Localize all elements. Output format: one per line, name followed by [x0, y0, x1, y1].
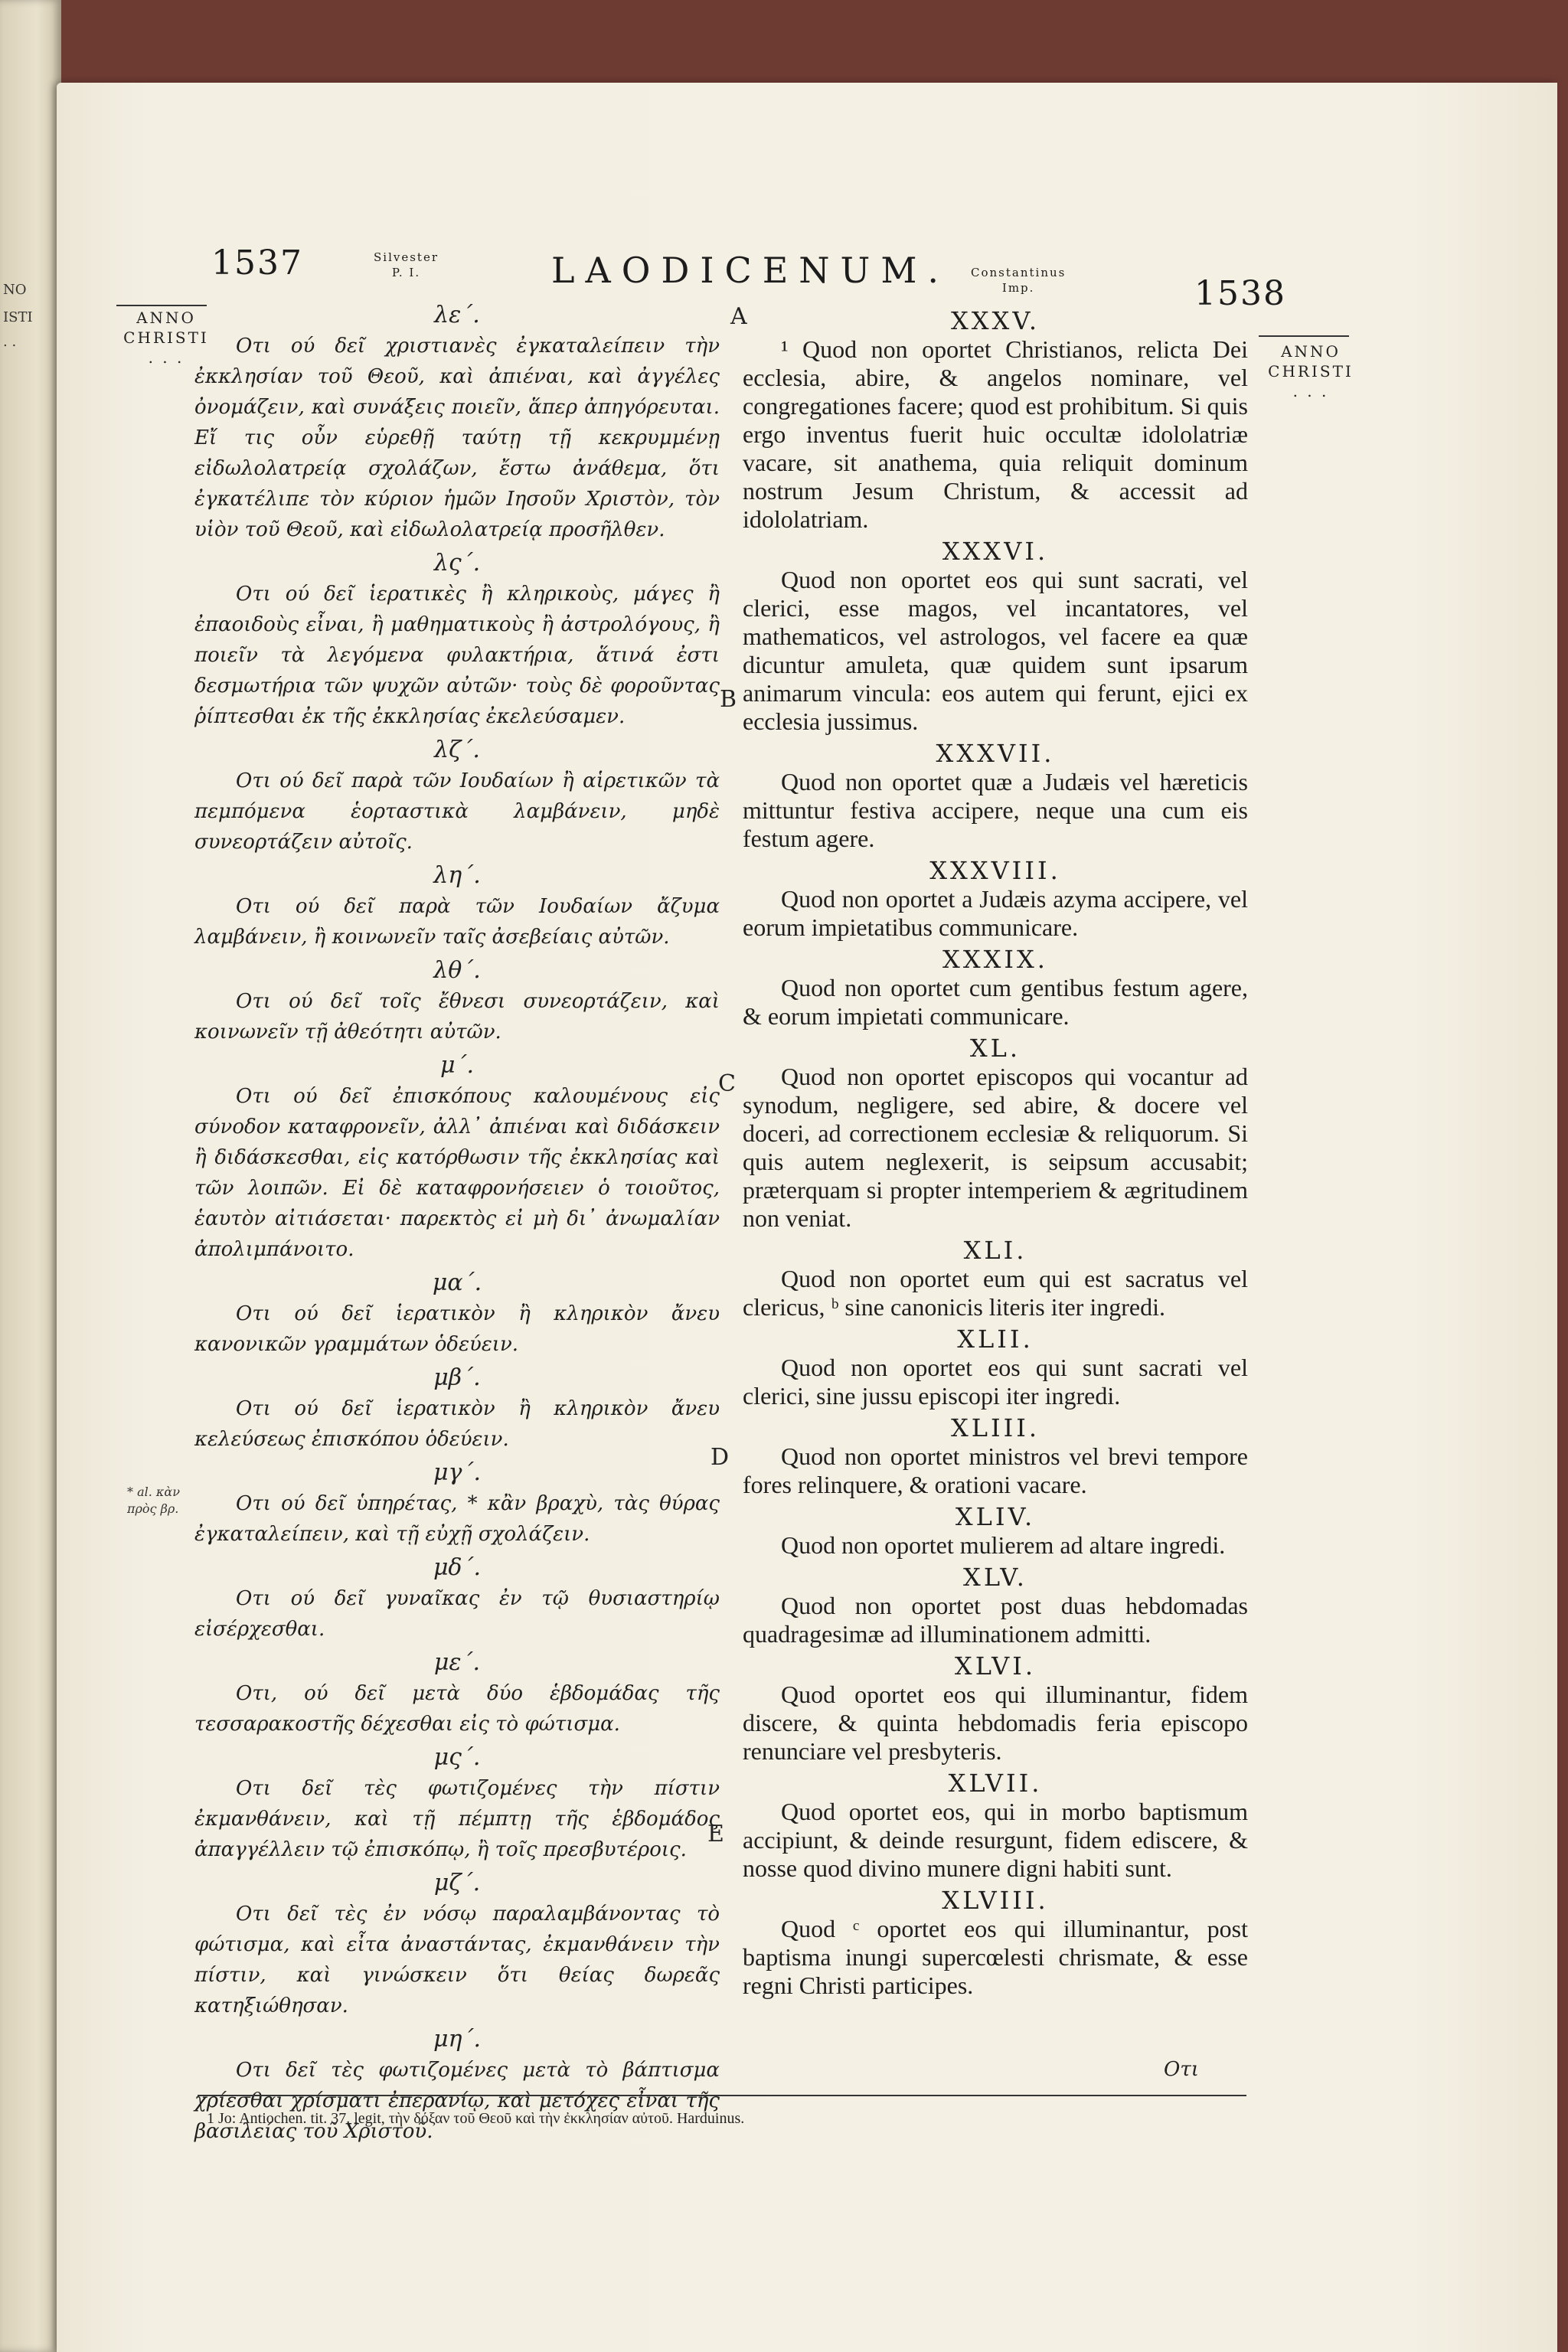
prev-page-fragment: NO: [3, 282, 27, 298]
greek-canon-number: μς΄.: [433, 1744, 481, 1771]
greek-canon: [194, 1744, 720, 1865]
section-letter-a: A: [730, 303, 747, 330]
greek-canon: [194, 957, 720, 1047]
latin-canon-text: Quod non oportet quæ a Judæis vel hæreticis mittuntur festiva accipere, neque una cum eis festum agere.: [743, 768, 1248, 852]
footnote: 1 Jo: Antiochen. tit. 37. legit, τὴν δόξαν τοῦ Θεοῦ καὶ τὴν ἐκκλησίαν αὐτοῦ. Harduinus.: [207, 2110, 745, 2127]
header-emperor-name: Constantinus: [971, 266, 1067, 279]
page-number-right: 1538: [1194, 274, 1286, 313]
greek-canon-number: λς΄.: [433, 550, 481, 577]
greek-canon-number: λε΄.: [434, 302, 480, 328]
greek-canon-number: λη΄.: [433, 862, 481, 889]
latin-canon-number: XLV.: [963, 1563, 1027, 1592]
latin-canon-number: XXXIX.: [942, 945, 1048, 974]
greek-canon: [194, 2026, 720, 2147]
greek-canon-text: Οτι ού δεῖ παρὰ τῶν Ιουδαίων ἢ αἱρετικῶν τὰ πεμπόμενα ἑορταστικὰ λαμβάνειν, μηδὲ συνεορτάζειν αὐτοῖς.: [194, 769, 720, 854]
latin-canon-number: XXXVIII.: [929, 856, 1061, 885]
greek-canon-text: Οτι ού δεῖ ὑπηρέτας, * κἂν βραχὺ, τὰς θύρας ἐγκαταλείπειν, καὶ τῇ εὐχῇ σχολάζειν.: [194, 1492, 720, 1546]
greek-canon: [194, 1459, 720, 1550]
prev-page-fragment: . .: [3, 334, 17, 350]
latin-canon-text: Quod non oportet mulierem ad altare ingredi.: [781, 1531, 1226, 1559]
latin-canon-number: XLVIII.: [942, 1886, 1049, 1915]
latin-canon-number: XLI.: [963, 1236, 1027, 1265]
latin-column: [743, 306, 1248, 2003]
anno-year-placeholder: . . .: [148, 348, 185, 367]
latin-canon: [743, 1563, 1248, 1648]
running-title: LAODICENUM.: [551, 250, 950, 291]
latin-canon: [743, 1769, 1248, 1883]
header-pope-name: Silvester: [374, 250, 439, 264]
catchword: Οτι: [1164, 2058, 1199, 2081]
greek-canon-number: μδ΄.: [433, 1554, 482, 1581]
latin-canon-text: ¹ Quod non oportet Christianos, relicta Dei ecclesia, abire, & angelos nominare, vel congregationes facere; quod est prohibitum. Si quis ergo inventus fuerit huic occultæ idololatriæ vacare, sit anathema, quia reliquit dominum nostrum Jesum Christum, & accessit ad idololatriam.: [743, 335, 1248, 533]
latin-canon-text: Quod non oportet cum gentibus festum agere, & eorum impietati communicare.: [743, 974, 1248, 1030]
latin-canon: [743, 306, 1248, 534]
anno-label: ANNO: [1281, 342, 1341, 361]
greek-canon-number: λζ΄.: [434, 737, 480, 763]
christi-label: CHRISTI: [1268, 362, 1354, 381]
latin-canon: [743, 1413, 1248, 1499]
greek-canon-number: μγ΄.: [433, 1459, 481, 1486]
greek-canon-text: Οτι ού δεῖ ἐπισκόπους καλουμένους εἰς σύνοδον καταφρονεῖν, ἀλλ᾽ ἀπιέναι καὶ διδάσκειν ἢ διδάσκεσθαι, εἰς κατόρθωσιν τῆς ἐκκλησίας καὶ τῶν λοιπῶν. Εἰ δὲ καταφρονήσειεν ὁ τοιοῦτος, ἑαυτὸν αἰτιάσεται· παρεκτὸς εἰ μὴ δι᾽ ἀνωμαλίαν ἀπολιμπάνοιτο.: [194, 1085, 720, 1261]
section-letter-d: D: [710, 1444, 730, 1471]
latin-canon-number: XLIV.: [955, 1502, 1036, 1531]
greek-canon: [194, 1052, 720, 1265]
greek-canon-number: μζ΄.: [433, 1870, 481, 1896]
section-letter-e: E: [707, 1821, 724, 1847]
latin-canon-number: XLII.: [957, 1325, 1034, 1354]
header-pope-label: [374, 250, 439, 280]
footnote-rule: [198, 2095, 1246, 2096]
latin-canon-number: XL.: [969, 1034, 1021, 1063]
greek-canon-number: μ΄.: [439, 1052, 475, 1079]
latin-canon-text: Quod non oportet ministros vel brevi tempore fores relinquere, & orationi vacare.: [743, 1442, 1248, 1498]
greek-canon-number: με΄.: [433, 1649, 481, 1676]
marginal-variant-note: * al. κὰν πρὸς βρ.: [127, 1485, 180, 1516]
latin-canon-number: XLVII.: [948, 1769, 1043, 1798]
latin-canon-text: Quod non oportet post duas hebdomadas quadragesimæ ad illuminationem admitti.: [743, 1592, 1248, 1648]
section-letter-b: B: [720, 686, 737, 713]
greek-canon-number: μβ΄.: [433, 1364, 481, 1391]
latin-canon-number: XXXVII.: [936, 739, 1055, 768]
latin-canon-text: Quod oportet eos qui illuminantur, fidem discere, & quinta hebdomadis feria episcopo renunciare vel presbyteris.: [743, 1681, 1248, 1765]
latin-canon: [743, 1325, 1248, 1410]
greek-canon: [194, 302, 720, 545]
previous-page-edge: [0, 0, 61, 2352]
latin-canon-number: XXXVI.: [942, 537, 1049, 566]
greek-canon-text: Οτι ού δεῖ ἱερατικὸν ἢ κληρικὸν ἄνευ κανονικῶν γραμμάτων ὁδεύειν.: [194, 1302, 720, 1356]
header-emperor-label: [971, 265, 1066, 296]
latin-canon: [743, 1502, 1248, 1560]
latin-canon-text: Quod non oportet a Judæis azyma accipere, vel eorum impietatibus communicare.: [743, 885, 1248, 941]
page-number-left: 1537: [211, 243, 303, 283]
greek-canon-text: Οτι ού δεῖ ἱερατικὲς ἢ κληρικοὺς, μάγες ἢ ἐπαοιδοὺς εἶναι, ἢ μαθηματικοὺς ἢ ἀστρολόγους, ἢ ποιεῖν τὰ λεγόμενα φυλακτήρια, ἅτινά ἐστι δεσμωτήρια τῶν ψυχῶν αὐτῶν· τοὺς δὲ φοροῦντας ῥίπτεσθαι ἐκ τῆς ἐκκλησίας ἐκελεύσαμεν.: [194, 583, 720, 728]
latin-canon-number: XLIII.: [950, 1413, 1040, 1442]
greek-canon-number: μη΄.: [433, 2026, 481, 2053]
header-emperor-title: Imp.: [1001, 281, 1035, 295]
greek-canon-text: Οτι ού δεῖ ἱερατικὸν ἢ κληρικὸν ἄνευ κελεύσεως ἐπισκόπου ὁδεύειν.: [194, 1397, 720, 1451]
latin-canon: [743, 1236, 1248, 1321]
latin-canon: [743, 1651, 1248, 1766]
greek-canon-text: Οτι ού δεῖ χριστιανὲς ἐγκαταλείπειν τὴν ἐκκλησίαν τοῦ Θεοῦ, καὶ ἀπιέναι, καὶ ἀγγέλες ὀνομάζειν, καὶ συνάξεις ποιεῖν, ἅπερ ἀπηγόρευται. Εἴ τις οὖν εὑρεθῇ ταύτῃ τῇ κεκρυμμένῃ εἰδωλολατρείᾳ σχολάζων, ἔστω ἀνάθεμα, ὅτι ἐγκατέλιπε τὸν κύριον ἡμῶν Ιησοῦν Χριστὸν, τὸν υἱὸν τοῦ Θεοῦ, καὶ εἰδωλολατρείᾳ προσῆλθεν.: [194, 335, 720, 541]
greek-canon-text: Οτι δεῖ τὲς φωτιζομένες τὴν πίστιν ἐκμανθάνειν, καὶ τῇ πέμπτῃ τῆς ἑβδομάδος ἀπαγγέλλειν τῷ ἐπισκόπῳ, ἢ τοῖς πρεσβυτέροις.: [194, 1777, 720, 1861]
header-pope-number: P. I.: [391, 266, 421, 279]
greek-canon-text: Οτι ού δεῖ τοῖς ἔθνεσι συνεορτάζειν, καὶ κοινωνεῖν τῇ ἀθεότητι αὐτῶν.: [194, 990, 720, 1044]
latin-canon-text: Quod non oportet eos qui sunt sacrati, vel clerici, esse magos, vel incantatores, vel mathematicos, vel astrologos, vel facere ea quæ dicuntur amuleta, quæ quidem sunt ipsarum animarum vincula: eos autem qui ferunt, ejici ex ecclesia jussimus.: [743, 566, 1248, 735]
anno-year-placeholder: . . .: [1292, 382, 1329, 400]
greek-canon: [194, 1649, 720, 1740]
latin-canon-number: XXXV.: [950, 306, 1040, 335]
prev-page-fragment: ISTI: [3, 309, 33, 325]
latin-canon-text: Quod non oportet eum qui est sacratus vel clericus, ᵇ sine canonicis literis iter ingredi.: [743, 1265, 1248, 1321]
christi-label: CHRISTI: [123, 328, 209, 347]
greek-canon: [194, 1269, 720, 1360]
greek-column: [194, 297, 720, 2150]
greek-canon: [194, 550, 720, 732]
greek-canon-text: Οτι δεῖ τὲς ἐν νόσῳ παραλαμβάνοντας τὸ φώτισμα, καὶ εἶτα ἀναστάντας, ἐκμανθάνειν τὴν πίστιν, καὶ γινώσκειν ὅτι θείας δωρεᾶς κατηξιώθησαν.: [194, 1903, 720, 2017]
latin-canon: [743, 945, 1248, 1031]
greek-canon: [194, 1870, 720, 2021]
latin-canon-text: Quod ᶜ oportet eos qui illuminantur, post baptisma inungi supercœlesti chrismate, & esse regni Christi participes.: [743, 1915, 1248, 1999]
anno-christi-right: [1265, 341, 1357, 401]
latin-canon-text: Quod non oportet eos qui sunt sacrati vel clerici, sine jussu episcopi iter ingredi.: [743, 1354, 1248, 1410]
latin-canon: [743, 856, 1248, 942]
greek-canon-text: Οτι δεῖ τὲς φωτιζομένες μετὰ τὸ βάπτισμα χρίεσθαι χρίσματι ἐπερανίῳ, καὶ μετόχες εἶναι τῆς βασιλείας τοῦ Χριστοῦ.: [194, 2059, 720, 2143]
greek-canon-number: λθ΄.: [433, 957, 481, 984]
latin-canon: [743, 1034, 1248, 1233]
latin-canon-text: Quod non oportet episcopos qui vocantur ad synodum, negligere, sed abire, & docere vel doceri, ad correctionem ecclesiæ & reliquorum. Si quis autem neglexerit, is seipsum accusabit; præterquam si propter intemperiem & ægritudinem non veniat.: [743, 1063, 1248, 1232]
greek-canon-text: Οτι, ού δεῖ μετὰ δύο ἑβδομάδας τῆς τεσσαρακοστῆς δέχεσθαι εἰς τὸ φώτισμα.: [194, 1682, 720, 1736]
greek-canon-text: Οτι ού δεῖ γυναῖκας ἐν τῷ θυσιαστηρίῳ εἰσέρχεσθαι.: [194, 1587, 720, 1641]
latin-canon: [743, 537, 1248, 736]
latin-canon-text: Quod oportet eos, qui in morbo baptismum accipiunt, & deinde resurgunt, fidem ediscere, & nosse quod divino munere digni habiti sunt.: [743, 1798, 1248, 1882]
greek-canon: [194, 1364, 720, 1455]
section-letter-c: C: [718, 1070, 736, 1097]
greek-canon-text: Οτι ού δεῖ παρὰ τῶν Ιουδαίων ἄζυμα λαμβάνειν, ἢ κοινωνεῖν ταῖς ἀσεβείαις αὐτῶν.: [194, 895, 720, 949]
anno-label: ANNO: [136, 309, 196, 327]
latin-canon: [743, 739, 1248, 853]
latin-canon-number: XLVI.: [954, 1651, 1037, 1681]
greek-canon: [194, 737, 720, 858]
latin-canon: [743, 1886, 1248, 2000]
greek-canon-number: μα΄.: [432, 1269, 482, 1296]
greek-canon: [194, 1554, 720, 1645]
greek-canon: [194, 862, 720, 952]
